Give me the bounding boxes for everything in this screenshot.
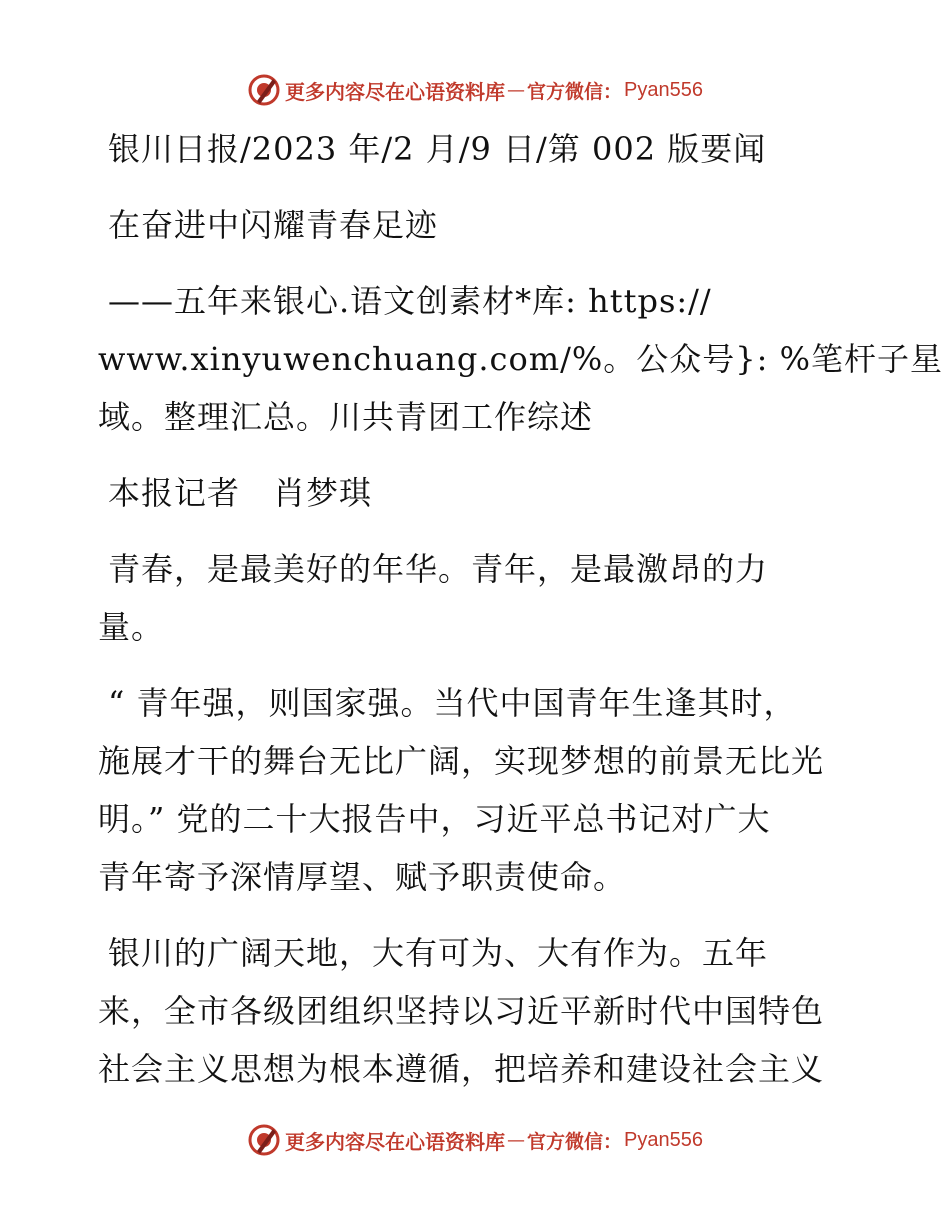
article-body (98, 120, 943, 1098)
banner-text: 更多内容尽在心语资料库 (285, 79, 505, 104)
source-line: 银川日报/2023 年/2 月/9 日/第 002 版要闻 (108, 130, 767, 168)
article-title: 在奋进中闪耀青春足迹 (108, 206, 439, 244)
banner-wechat-id: Pyan556 (624, 1128, 703, 1151)
paragraph-line: 明。” 党的二十大报告中，习近平总书记对广大 (98, 800, 771, 838)
pen-logo-icon (247, 1123, 281, 1157)
banner-wechat-label: 官方微信： (527, 1130, 623, 1153)
paragraph-line: 银川的广阔天地，大有可为、大有作为。五年 (108, 934, 769, 972)
banner-text: 更多内容尽在心语资料库 (285, 1129, 505, 1154)
subtitle-line: 域。整理汇总。川共青团工作综述 (98, 398, 594, 436)
banner-wechat-label: 官方微信： (527, 80, 623, 103)
paragraph-line: 社会主义思想为根本遵循，把培养和建设社会主义 (98, 1050, 825, 1088)
pen-logo-icon (247, 73, 281, 107)
banner-separator: — (507, 79, 525, 101)
byline: 本报记者 肖梦琪 (108, 474, 373, 512)
subtitle-line: ——五年来银心.语文创素材*库: https:// (108, 282, 712, 320)
paragraph-line: 青年寄予深情厚望、赋予职责使命。 (98, 858, 627, 896)
paragraph-line: 青春，是最美好的年华。青年，是最激昂的力 (108, 550, 769, 588)
paragraph-line: 来，全市各级团组织坚持以习近平新时代中国特色 (98, 992, 825, 1030)
subtitle-line: www.xinyuwenchuang.com/%。公众号}: %笔杆子星 (98, 340, 943, 378)
banner-separator: — (507, 1129, 525, 1151)
banner-wechat-id: Pyan556 (624, 78, 703, 101)
header-watermark-banner (0, 70, 950, 110)
paragraph-line: 施展才干的舞台无比广阔，实现梦想的前景无比光 (98, 742, 825, 780)
paragraph-line: “ 青年强，则国家强。当代中国青年生逢其时， (108, 684, 797, 722)
paragraph-line: 量。 (98, 608, 165, 646)
footer-watermark-banner (0, 1120, 950, 1160)
